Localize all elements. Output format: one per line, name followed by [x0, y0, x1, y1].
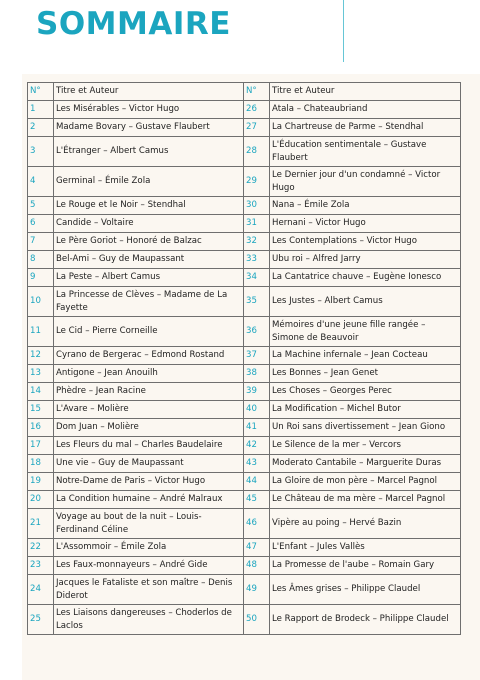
entry-number: 11 — [28, 317, 54, 347]
entry-title: La Gloire de mon père – Marcel Pagnol — [270, 473, 461, 491]
entry-number: 42 — [244, 437, 270, 455]
entry-number: 6 — [28, 215, 54, 233]
entry-number: 12 — [28, 347, 54, 365]
table-row — [28, 197, 461, 215]
entry-number: 7 — [28, 233, 54, 251]
entry-number: 25 — [28, 605, 54, 635]
table-row — [28, 491, 461, 509]
entry-number: 37 — [244, 347, 270, 365]
entry-title: Notre-Dame de Paris – Victor Hugo — [54, 473, 244, 491]
entry-number: 36 — [244, 317, 270, 347]
entry-number: 41 — [244, 419, 270, 437]
entry-number: 30 — [244, 197, 270, 215]
entry-title: Le Rapport de Brodeck – Philippe Claudel — [270, 605, 461, 635]
entry-number: 26 — [244, 101, 270, 119]
entry-title: Voyage au bout de la nuit – Louis-Ferdinand Céline — [54, 509, 244, 539]
entry-number: 2 — [28, 119, 54, 137]
entry-number: 20 — [28, 491, 54, 509]
entry-title: Le Château de ma mère – Marcel Pagnol — [270, 491, 461, 509]
entry-title: Les Choses – Georges Perec — [270, 383, 461, 401]
entry-number: 28 — [244, 137, 270, 167]
entry-title: Le Silence de la mer – Vercors — [270, 437, 461, 455]
entry-number: 3 — [28, 137, 54, 167]
table-row — [28, 347, 461, 365]
entry-number: 40 — [244, 401, 270, 419]
entry-number: 27 — [244, 119, 270, 137]
entry-title: La Peste – Albert Camus — [54, 269, 244, 287]
table-row — [28, 539, 461, 557]
table-row — [28, 365, 461, 383]
entry-number: 34 — [244, 269, 270, 287]
entry-title: Les Contemplations – Victor Hugo — [270, 233, 461, 251]
entry-title: Les Bonnes – Jean Genet — [270, 365, 461, 383]
entry-number: 35 — [244, 287, 270, 317]
entry-title: Dom Juan – Molière — [54, 419, 244, 437]
entry-title: Moderato Cantabile – Marguerite Duras — [270, 455, 461, 473]
entry-number: 13 — [28, 365, 54, 383]
entry-number: 23 — [28, 557, 54, 575]
entry-title: Les Faux-monnayeurs – André Gide — [54, 557, 244, 575]
entry-number: 14 — [28, 383, 54, 401]
entry-number: 43 — [244, 455, 270, 473]
entry-number: 17 — [28, 437, 54, 455]
table-row — [28, 575, 461, 605]
entry-title: Phèdre – Jean Racine — [54, 383, 244, 401]
table-row — [28, 317, 461, 347]
entry-title: La Condition humaine – André Malraux — [54, 491, 244, 509]
header-number-left: N° — [28, 83, 54, 101]
entry-number: 48 — [244, 557, 270, 575]
entry-number: 49 — [244, 575, 270, 605]
entry-number: 18 — [28, 455, 54, 473]
table-row — [28, 137, 461, 167]
table-row — [28, 215, 461, 233]
entry-title: L'Avare – Molière — [54, 401, 244, 419]
entry-number: 46 — [244, 509, 270, 539]
entry-title: L'Enfant – Jules Vallès — [270, 539, 461, 557]
entry-number: 15 — [28, 401, 54, 419]
entry-number: 19 — [28, 473, 54, 491]
entry-title: Les Fleurs du mal – Charles Baudelaire — [54, 437, 244, 455]
table-row — [28, 383, 461, 401]
entry-title: Un Roi sans divertissement – Jean Giono — [270, 419, 461, 437]
table-row — [28, 473, 461, 491]
entry-title: Une vie – Guy de Maupassant — [54, 455, 244, 473]
table-row — [28, 233, 461, 251]
header-title-right: Titre et Auteur — [270, 83, 461, 101]
entry-number: 21 — [28, 509, 54, 539]
entry-number: 24 — [28, 575, 54, 605]
entry-number: 9 — [28, 269, 54, 287]
page-title: SOMMAIRE — [36, 6, 231, 42]
entry-title: Le Rouge et le Noir – Stendhal — [54, 197, 244, 215]
entry-title: Le Père Goriot – Honoré de Balzac — [54, 233, 244, 251]
table-row — [28, 401, 461, 419]
entry-title: Mémoires d'une jeune fille rangée – Simone de Beauvoir — [270, 317, 461, 347]
contents-table — [27, 82, 461, 635]
entry-number: 47 — [244, 539, 270, 557]
entry-number: 4 — [28, 167, 54, 197]
entry-title: Les Justes – Albert Camus — [270, 287, 461, 317]
table-row — [28, 251, 461, 269]
entry-number: 1 — [28, 101, 54, 119]
table-row — [28, 605, 461, 635]
entry-number: 8 — [28, 251, 54, 269]
entry-title: Les Misérables – Victor Hugo — [54, 101, 244, 119]
entry-title: La Chartreuse de Parme – Stendhal — [270, 119, 461, 137]
entry-title: Cyrano de Bergerac – Edmond Rostand — [54, 347, 244, 365]
table-row — [28, 437, 461, 455]
entry-title: Les Liaisons dangereuses – Choderlos de Laclos — [54, 605, 244, 635]
entry-number: 50 — [244, 605, 270, 635]
header-title-left: Titre et Auteur — [54, 83, 244, 101]
entry-title: La Princesse de Clèves – Madame de La Fayette — [54, 287, 244, 317]
table-row — [28, 119, 461, 137]
entry-title: Antigone – Jean Anouilh — [54, 365, 244, 383]
decorative-divider — [343, 0, 344, 62]
table-row — [28, 509, 461, 539]
entry-number: 31 — [244, 215, 270, 233]
table-header-row — [28, 83, 461, 101]
entry-title: L'Éducation sentimentale – Gustave Flaubert — [270, 137, 461, 167]
entry-number: 16 — [28, 419, 54, 437]
entry-title: Jacques le Fataliste et son maître – Denis Diderot — [54, 575, 244, 605]
entry-title: Ubu roi – Alfred Jarry — [270, 251, 461, 269]
table-row — [28, 269, 461, 287]
entry-number: 45 — [244, 491, 270, 509]
entry-title: La Cantatrice chauve – Eugène Ionesco — [270, 269, 461, 287]
entry-title: Nana – Émile Zola — [270, 197, 461, 215]
entry-title: Madame Bovary – Gustave Flaubert — [54, 119, 244, 137]
entry-number: 5 — [28, 197, 54, 215]
entry-number: 29 — [244, 167, 270, 197]
table-row — [28, 167, 461, 197]
entry-title: Germinal – Émile Zola — [54, 167, 244, 197]
entry-number: 32 — [244, 233, 270, 251]
table-row — [28, 287, 461, 317]
header-number-right: N° — [244, 83, 270, 101]
table-row — [28, 455, 461, 473]
entry-title: La Machine infernale – Jean Cocteau — [270, 347, 461, 365]
table-row — [28, 419, 461, 437]
entry-title: La Promesse de l'aube – Romain Gary — [270, 557, 461, 575]
entry-title: Le Cid – Pierre Corneille — [54, 317, 244, 347]
entry-title: Les Âmes grises – Philippe Claudel — [270, 575, 461, 605]
entry-number: 44 — [244, 473, 270, 491]
entry-number: 39 — [244, 383, 270, 401]
entry-title: Atala – Chateaubriand — [270, 101, 461, 119]
entry-title: Candide – Voltaire — [54, 215, 244, 233]
entry-title: L'Assommoir – Émile Zola — [54, 539, 244, 557]
entry-title: Bel-Ami – Guy de Maupassant — [54, 251, 244, 269]
entry-title: Vipère au poing – Hervé Bazin — [270, 509, 461, 539]
table-row — [28, 557, 461, 575]
entry-title: La Modification – Michel Butor — [270, 401, 461, 419]
entry-title: Le Dernier jour d'un condamné – Victor Hugo — [270, 167, 461, 197]
table-row — [28, 101, 461, 119]
entry-number: 22 — [28, 539, 54, 557]
entry-title: Hernani – Victor Hugo — [270, 215, 461, 233]
entry-number: 33 — [244, 251, 270, 269]
entry-title: L'Étranger – Albert Camus — [54, 137, 244, 167]
entry-number: 10 — [28, 287, 54, 317]
entry-number: 38 — [244, 365, 270, 383]
